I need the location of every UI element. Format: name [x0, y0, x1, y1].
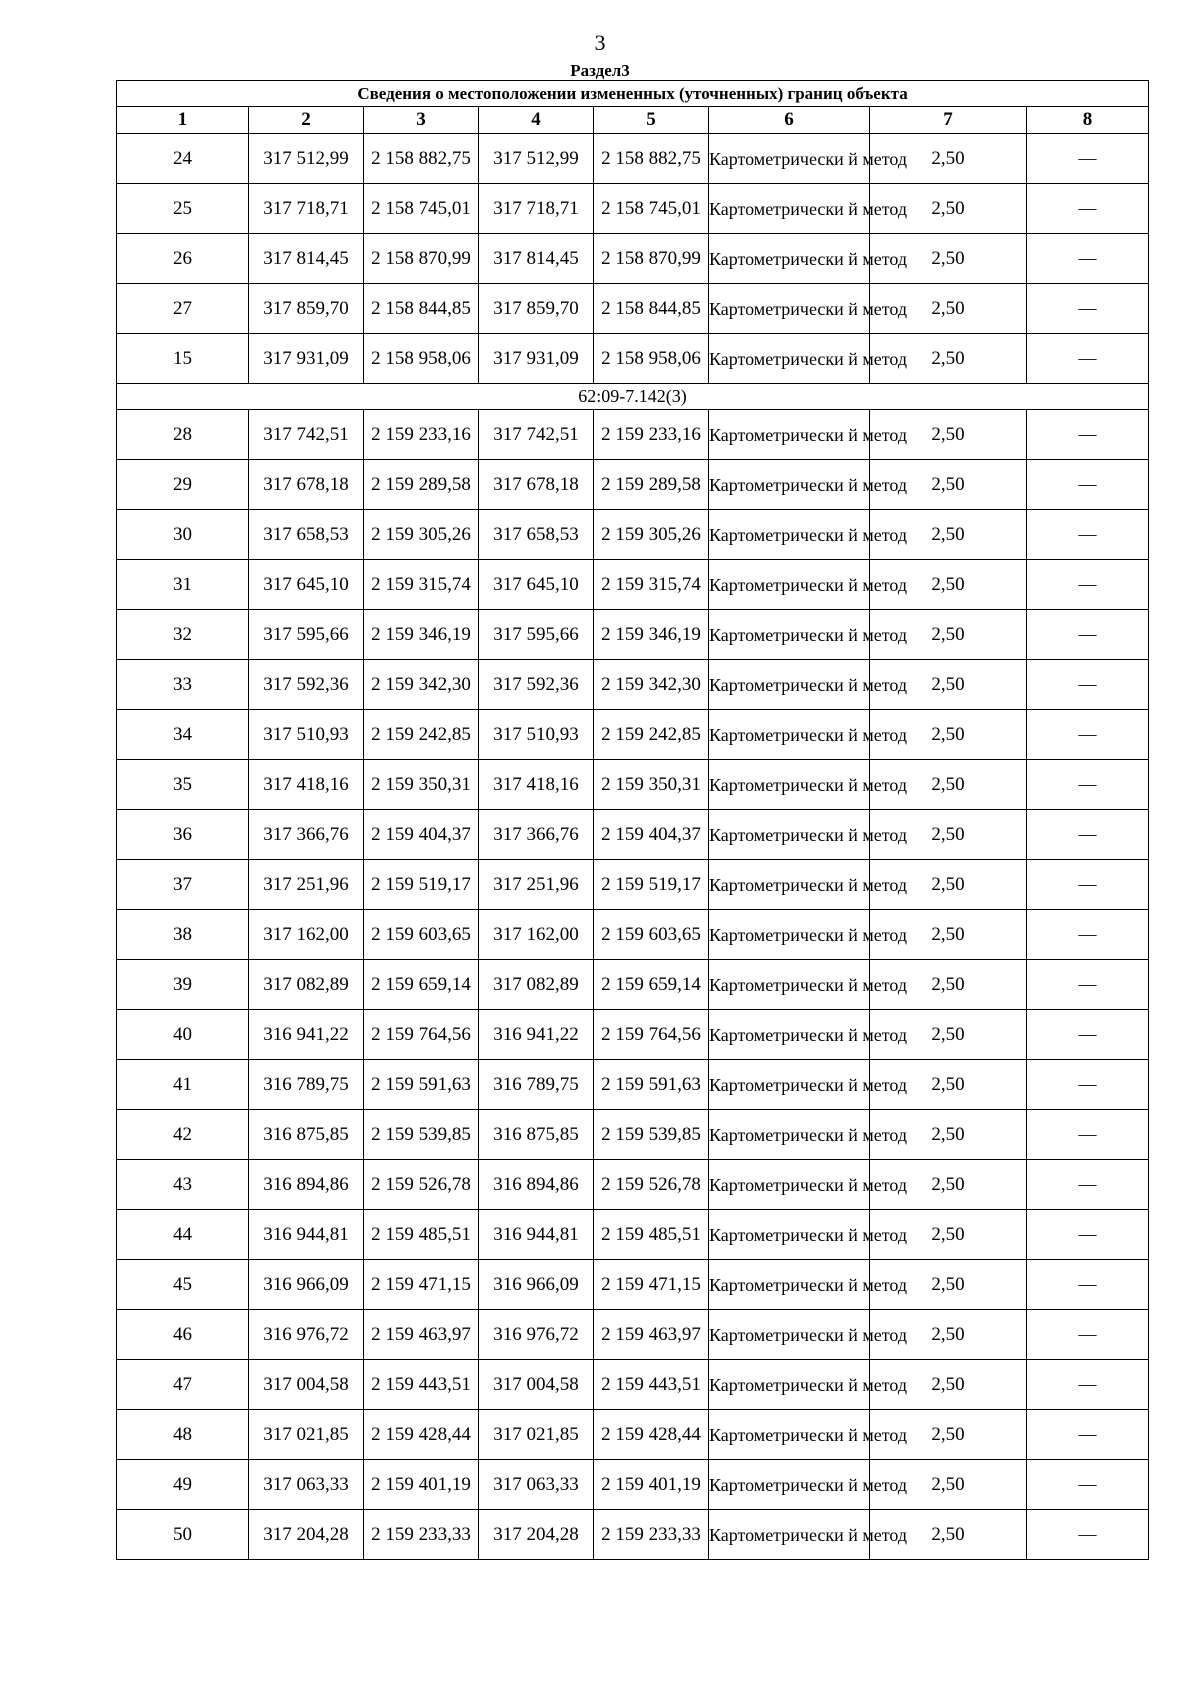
accuracy-cell: 2,50	[870, 284, 1027, 334]
accuracy-cell: 2,50	[870, 1310, 1027, 1360]
x-new-cell: 317 658,53	[479, 510, 594, 560]
description-cell: —	[1027, 910, 1149, 960]
y-new-cell: 2 159 519,17	[594, 860, 709, 910]
y-new-cell: 2 159 471,15	[594, 1260, 709, 1310]
x-existing-cell: 317 004,58	[249, 1360, 364, 1410]
point-number-cell: 37	[117, 860, 249, 910]
x-new-cell: 317 592,36	[479, 660, 594, 710]
y-existing-cell: 2 159 315,74	[364, 560, 479, 610]
column-number: 2	[249, 107, 364, 134]
x-existing-cell: 316 894,86	[249, 1160, 364, 1210]
point-number-cell: 44	[117, 1210, 249, 1260]
y-new-cell: 2 159 233,33	[594, 1510, 709, 1560]
y-existing-cell: 2 159 519,17	[364, 860, 479, 910]
point-number-cell: 27	[117, 284, 249, 334]
method-cell: Картометрически й метод	[709, 910, 870, 960]
table-row	[117, 460, 1149, 510]
y-new-cell: 2 159 764,56	[594, 1010, 709, 1060]
description-cell: —	[1027, 184, 1149, 234]
x-new-cell: 317 162,00	[479, 910, 594, 960]
page-number: 3	[594, 30, 606, 55]
table-row	[117, 284, 1149, 334]
x-new-cell: 316 894,86	[479, 1160, 594, 1210]
x-new-cell: 317 004,58	[479, 1360, 594, 1410]
accuracy-cell: 2,50	[870, 860, 1027, 910]
table-row	[117, 410, 1149, 460]
description-cell: —	[1027, 1460, 1149, 1510]
point-number-cell: 26	[117, 234, 249, 284]
description-cell: —	[1027, 1010, 1149, 1060]
x-existing-cell: 317 366,76	[249, 810, 364, 860]
point-number-cell: 32	[117, 610, 249, 660]
accuracy-cell: 2,50	[870, 134, 1027, 184]
x-existing-cell: 316 976,72	[249, 1310, 364, 1360]
column-number: 1	[117, 107, 249, 134]
description-cell: —	[1027, 1510, 1149, 1560]
x-new-cell: 317 859,70	[479, 284, 594, 334]
x-new-cell: 317 510,93	[479, 710, 594, 760]
method-cell: Картометрически й метод	[709, 184, 870, 234]
accuracy-cell: 2,50	[870, 910, 1027, 960]
description-cell: —	[1027, 660, 1149, 710]
method-cell: Картометрически й метод	[709, 960, 870, 1010]
table-row	[117, 1310, 1149, 1360]
y-existing-cell: 2 158 745,01	[364, 184, 479, 234]
x-existing-cell: 317 742,51	[249, 410, 364, 460]
table-row	[117, 510, 1149, 560]
table-row	[117, 1260, 1149, 1310]
accuracy-cell: 2,50	[870, 460, 1027, 510]
point-number-cell: 48	[117, 1410, 249, 1460]
x-new-cell: 317 251,96	[479, 860, 594, 910]
x-new-cell: 317 418,16	[479, 760, 594, 810]
table-row	[117, 1410, 1149, 1460]
y-existing-cell: 2 159 539,85	[364, 1110, 479, 1160]
x-existing-cell: 317 082,89	[249, 960, 364, 1010]
point-number-cell: 31	[117, 560, 249, 610]
y-existing-cell: 2 158 958,06	[364, 334, 479, 384]
description-cell: —	[1027, 410, 1149, 460]
column-number: 3	[364, 107, 479, 134]
point-number-cell: 38	[117, 910, 249, 960]
y-new-cell: 2 159 526,78	[594, 1160, 709, 1210]
description-cell: —	[1027, 1160, 1149, 1210]
x-existing-cell: 317 204,28	[249, 1510, 364, 1560]
point-number-cell: 25	[117, 184, 249, 234]
method-cell: Картометрически й метод	[709, 284, 870, 334]
table-caption: Сведения о местоположении измененных (уточненных) границ объекта	[117, 81, 1149, 107]
y-new-cell: 2 158 745,01	[594, 184, 709, 234]
y-existing-cell: 2 159 346,19	[364, 610, 479, 660]
method-cell: Картометрически й метод	[709, 1260, 870, 1310]
coordinates-table	[116, 80, 1149, 1560]
contour-group-row	[117, 384, 1149, 410]
point-number-cell: 47	[117, 1360, 249, 1410]
accuracy-cell: 2,50	[870, 760, 1027, 810]
y-new-cell: 2 159 539,85	[594, 1110, 709, 1160]
y-new-cell: 2 159 401,19	[594, 1460, 709, 1510]
point-number-cell: 29	[117, 460, 249, 510]
x-new-cell: 316 976,72	[479, 1310, 594, 1360]
x-new-cell: 317 512,99	[479, 134, 594, 184]
table-row	[117, 334, 1149, 384]
y-existing-cell: 2 159 428,44	[364, 1410, 479, 1460]
table-row	[117, 860, 1149, 910]
accuracy-cell: 2,50	[870, 810, 1027, 860]
contour-label: 62:09-7.142(3)	[117, 384, 1149, 410]
column-number: 5	[594, 107, 709, 134]
y-existing-cell: 2 159 242,85	[364, 710, 479, 760]
y-existing-cell: 2 159 463,97	[364, 1310, 479, 1360]
y-new-cell: 2 159 346,19	[594, 610, 709, 660]
accuracy-cell: 2,50	[870, 610, 1027, 660]
table-row	[117, 960, 1149, 1010]
column-number-row	[117, 107, 1149, 134]
y-new-cell: 2 159 289,58	[594, 460, 709, 510]
method-cell: Картометрически й метод	[709, 1410, 870, 1460]
accuracy-cell: 2,50	[870, 234, 1027, 284]
x-new-cell: 316 941,22	[479, 1010, 594, 1060]
point-number-cell: 41	[117, 1060, 249, 1110]
x-new-cell: 317 742,51	[479, 410, 594, 460]
table-row	[117, 1060, 1149, 1110]
x-new-cell: 317 366,76	[479, 810, 594, 860]
description-cell: —	[1027, 710, 1149, 760]
x-existing-cell: 317 512,99	[249, 134, 364, 184]
x-existing-cell: 317 718,71	[249, 184, 364, 234]
x-new-cell: 317 204,28	[479, 1510, 594, 1560]
x-new-cell: 316 789,75	[479, 1060, 594, 1110]
point-number-cell: 33	[117, 660, 249, 710]
description-cell: —	[1027, 234, 1149, 284]
x-existing-cell: 317 162,00	[249, 910, 364, 960]
y-new-cell: 2 158 844,85	[594, 284, 709, 334]
point-number-cell: 24	[117, 134, 249, 184]
point-number-cell: 43	[117, 1160, 249, 1210]
accuracy-cell: 2,50	[870, 1210, 1027, 1260]
method-cell: Картометрически й метод	[709, 510, 870, 560]
point-number-cell: 36	[117, 810, 249, 860]
x-existing-cell: 316 944,81	[249, 1210, 364, 1260]
y-existing-cell: 2 159 401,19	[364, 1460, 479, 1510]
point-number-cell: 15	[117, 334, 249, 384]
y-new-cell: 2 159 242,85	[594, 710, 709, 760]
y-existing-cell: 2 158 882,75	[364, 134, 479, 184]
method-cell: Картометрически й метод	[709, 810, 870, 860]
table-body	[117, 134, 1149, 1560]
y-new-cell: 2 159 463,97	[594, 1310, 709, 1360]
x-existing-cell: 317 814,45	[249, 234, 364, 284]
accuracy-cell: 2,50	[870, 960, 1027, 1010]
x-existing-cell: 317 418,16	[249, 760, 364, 810]
y-existing-cell: 2 158 844,85	[364, 284, 479, 334]
x-existing-cell: 316 789,75	[249, 1060, 364, 1110]
y-existing-cell: 2 159 591,63	[364, 1060, 479, 1110]
description-cell: —	[1027, 860, 1149, 910]
accuracy-cell: 2,50	[870, 560, 1027, 610]
x-existing-cell: 317 021,85	[249, 1410, 364, 1460]
x-new-cell: 317 814,45	[479, 234, 594, 284]
x-new-cell: 317 931,09	[479, 334, 594, 384]
table-row	[117, 1360, 1149, 1410]
table-row	[117, 660, 1149, 710]
y-new-cell: 2 159 350,31	[594, 760, 709, 810]
y-new-cell: 2 159 591,63	[594, 1060, 709, 1110]
table-row	[117, 1460, 1149, 1510]
description-cell: —	[1027, 1410, 1149, 1460]
accuracy-cell: 2,50	[870, 1510, 1027, 1560]
table-row	[117, 1160, 1149, 1210]
point-number-cell: 39	[117, 960, 249, 1010]
y-new-cell: 2 159 485,51	[594, 1210, 709, 1260]
table-row	[117, 1010, 1149, 1060]
description-cell: —	[1027, 1260, 1149, 1310]
x-existing-cell: 317 510,93	[249, 710, 364, 760]
x-existing-cell: 317 678,18	[249, 460, 364, 510]
y-new-cell: 2 159 428,44	[594, 1410, 709, 1460]
method-cell: Картометрически й метод	[709, 1160, 870, 1210]
point-number-cell: 40	[117, 1010, 249, 1060]
table-row	[117, 234, 1149, 284]
method-cell: Картометрически й метод	[709, 610, 870, 660]
x-existing-cell: 317 595,66	[249, 610, 364, 660]
x-existing-cell: 317 859,70	[249, 284, 364, 334]
y-new-cell: 2 159 659,14	[594, 960, 709, 1010]
table-row	[117, 184, 1149, 234]
method-cell: Картометрически й метод	[709, 1210, 870, 1260]
x-existing-cell: 316 966,09	[249, 1260, 364, 1310]
y-existing-cell: 2 159 342,30	[364, 660, 479, 710]
point-number-cell: 49	[117, 1460, 249, 1510]
y-existing-cell: 2 159 764,56	[364, 1010, 479, 1060]
point-number-cell: 46	[117, 1310, 249, 1360]
description-cell: —	[1027, 610, 1149, 660]
table-row	[117, 1210, 1149, 1260]
y-new-cell: 2 159 305,26	[594, 510, 709, 560]
table-row	[117, 134, 1149, 184]
method-cell: Картометрически й метод	[709, 234, 870, 284]
method-cell: Картометрически й метод	[709, 410, 870, 460]
x-existing-cell: 317 592,36	[249, 660, 364, 710]
x-existing-cell: 316 875,85	[249, 1110, 364, 1160]
description-cell: —	[1027, 560, 1149, 610]
accuracy-cell: 2,50	[870, 660, 1027, 710]
accuracy-cell: 2,50	[870, 334, 1027, 384]
accuracy-cell: 2,50	[870, 1460, 1027, 1510]
y-existing-cell: 2 159 350,31	[364, 760, 479, 810]
description-cell: —	[1027, 1210, 1149, 1260]
y-existing-cell: 2 159 443,51	[364, 1360, 479, 1410]
description-cell: —	[1027, 334, 1149, 384]
description-cell: —	[1027, 760, 1149, 810]
method-cell: Картометрически й метод	[709, 134, 870, 184]
x-existing-cell: 317 658,53	[249, 510, 364, 560]
method-cell: Картометрически й метод	[709, 1060, 870, 1110]
table-row	[117, 810, 1149, 860]
description-cell: —	[1027, 810, 1149, 860]
table-row	[117, 560, 1149, 610]
table-row	[117, 610, 1149, 660]
method-cell: Картометрически й метод	[709, 860, 870, 910]
accuracy-cell: 2,50	[870, 510, 1027, 560]
y-existing-cell: 2 159 659,14	[364, 960, 479, 1010]
method-cell: Картометрически й метод	[709, 710, 870, 760]
y-new-cell: 2 159 315,74	[594, 560, 709, 610]
y-new-cell: 2 159 603,65	[594, 910, 709, 960]
accuracy-cell: 2,50	[870, 184, 1027, 234]
column-number: 7	[870, 107, 1027, 134]
method-cell: Картометрически й метод	[709, 1510, 870, 1560]
x-new-cell: 317 082,89	[479, 960, 594, 1010]
section-title: Раздел3	[570, 61, 630, 80]
x-new-cell: 317 678,18	[479, 460, 594, 510]
accuracy-cell: 2,50	[870, 1060, 1027, 1110]
description-cell: —	[1027, 1110, 1149, 1160]
method-cell: Картометрически й метод	[709, 1310, 870, 1360]
x-new-cell: 317 021,85	[479, 1410, 594, 1460]
method-cell: Картометрически й метод	[709, 1360, 870, 1410]
y-existing-cell: 2 159 289,58	[364, 460, 479, 510]
method-cell: Картометрически й метод	[709, 560, 870, 610]
y-new-cell: 2 159 342,30	[594, 660, 709, 710]
point-number-cell: 28	[117, 410, 249, 460]
column-number: 4	[479, 107, 594, 134]
x-new-cell: 317 645,10	[479, 560, 594, 610]
point-number-cell: 50	[117, 1510, 249, 1560]
x-existing-cell: 317 251,96	[249, 860, 364, 910]
column-number: 6	[709, 107, 870, 134]
table-row	[117, 910, 1149, 960]
x-new-cell: 317 063,33	[479, 1460, 594, 1510]
y-existing-cell: 2 158 870,99	[364, 234, 479, 284]
x-existing-cell: 317 931,09	[249, 334, 364, 384]
point-number-cell: 34	[117, 710, 249, 760]
accuracy-cell: 2,50	[870, 1410, 1027, 1460]
method-cell: Картометрически й метод	[709, 460, 870, 510]
method-cell: Картометрически й метод	[709, 1110, 870, 1160]
point-number-cell: 45	[117, 1260, 249, 1310]
y-existing-cell: 2 159 471,15	[364, 1260, 479, 1310]
accuracy-cell: 2,50	[870, 1360, 1027, 1410]
accuracy-cell: 2,50	[870, 410, 1027, 460]
y-new-cell: 2 158 882,75	[594, 134, 709, 184]
description-cell: —	[1027, 460, 1149, 510]
method-cell: Картометрически й метод	[709, 1460, 870, 1510]
method-cell: Картометрически й метод	[709, 334, 870, 384]
point-number-cell: 35	[117, 760, 249, 810]
accuracy-cell: 2,50	[870, 1010, 1027, 1060]
y-existing-cell: 2 159 404,37	[364, 810, 479, 860]
y-existing-cell: 2 159 305,26	[364, 510, 479, 560]
y-existing-cell: 2 159 485,51	[364, 1210, 479, 1260]
x-existing-cell: 316 941,22	[249, 1010, 364, 1060]
y-new-cell: 2 159 404,37	[594, 810, 709, 860]
description-cell: —	[1027, 960, 1149, 1010]
accuracy-cell: 2,50	[870, 710, 1027, 760]
x-new-cell: 317 595,66	[479, 610, 594, 660]
x-existing-cell: 317 645,10	[249, 560, 364, 610]
y-existing-cell: 2 159 526,78	[364, 1160, 479, 1210]
description-cell: —	[1027, 284, 1149, 334]
x-new-cell: 316 875,85	[479, 1110, 594, 1160]
accuracy-cell: 2,50	[870, 1160, 1027, 1210]
description-cell: —	[1027, 1360, 1149, 1410]
table-row	[117, 760, 1149, 810]
column-number: 8	[1027, 107, 1149, 134]
y-new-cell: 2 158 870,99	[594, 234, 709, 284]
description-cell: —	[1027, 1310, 1149, 1360]
point-number-cell: 42	[117, 1110, 249, 1160]
accuracy-cell: 2,50	[870, 1110, 1027, 1160]
table-row	[117, 710, 1149, 760]
y-new-cell: 2 159 233,16	[594, 410, 709, 460]
description-cell: —	[1027, 510, 1149, 560]
y-existing-cell: 2 159 233,33	[364, 1510, 479, 1560]
y-new-cell: 2 158 958,06	[594, 334, 709, 384]
x-new-cell: 316 966,09	[479, 1260, 594, 1310]
y-new-cell: 2 159 443,51	[594, 1360, 709, 1410]
point-number-cell: 30	[117, 510, 249, 560]
method-cell: Картометрически й метод	[709, 1010, 870, 1060]
x-new-cell: 316 944,81	[479, 1210, 594, 1260]
x-new-cell: 317 718,71	[479, 184, 594, 234]
accuracy-cell: 2,50	[870, 1260, 1027, 1310]
description-cell: —	[1027, 1060, 1149, 1110]
y-existing-cell: 2 159 603,65	[364, 910, 479, 960]
method-cell: Картометрически й метод	[709, 660, 870, 710]
table-row	[117, 1510, 1149, 1560]
y-existing-cell: 2 159 233,16	[364, 410, 479, 460]
table-row	[117, 1110, 1149, 1160]
x-existing-cell: 317 063,33	[249, 1460, 364, 1510]
description-cell: —	[1027, 134, 1149, 184]
method-cell: Картометрически й метод	[709, 760, 870, 810]
